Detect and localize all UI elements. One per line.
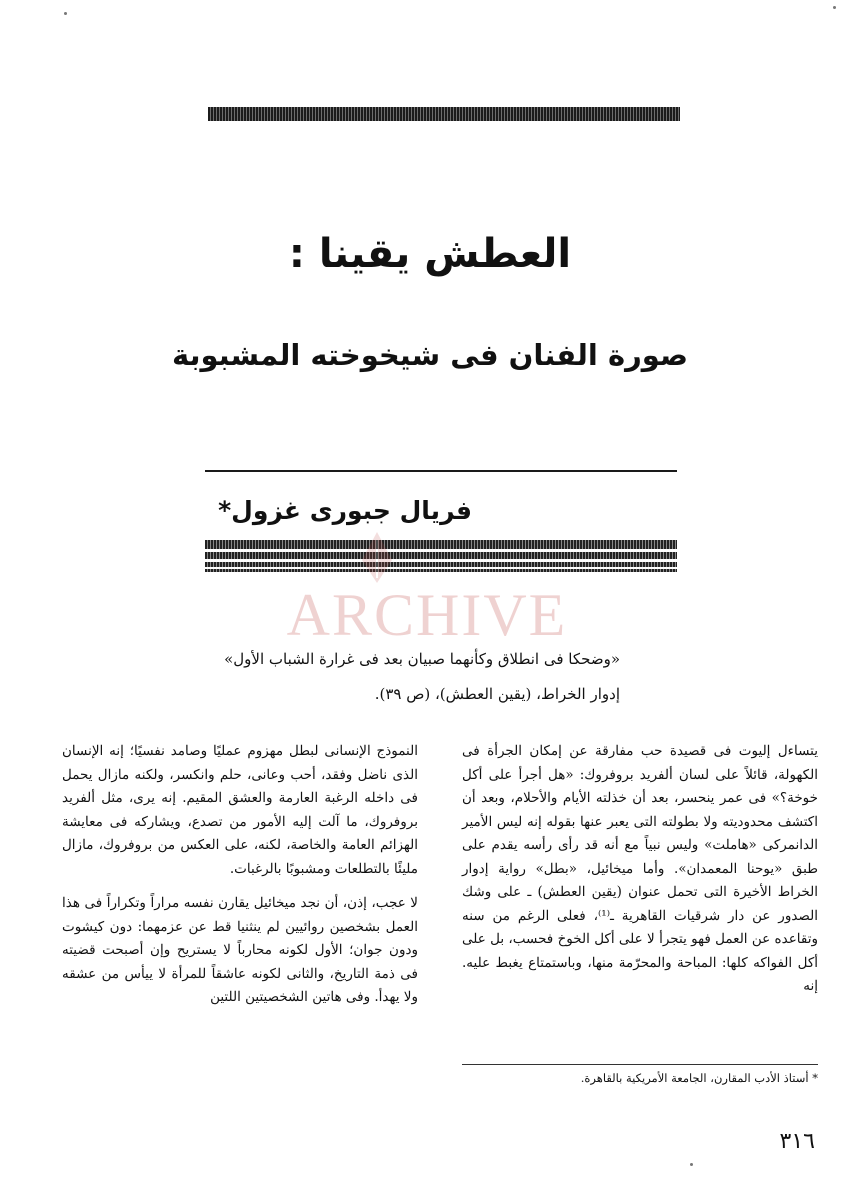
left-column [62, 740, 418, 1021]
article-subtitle: صورة الفنان فى شيخوخته المشبوبة [172, 338, 688, 372]
watermark-pen-icon [352, 530, 402, 585]
paragraph: لا عجب، إذن، أن نجد ميخائيل يقارن نفسه مراراً وتكراراً فى هذا العمل بشخصين روائيين لم ينثنيا قط عن عزمهما: دون كيشوت ودون جوان؛ الأول لكونه محارباً لا يستريح وإن أصبحت قضيته فى ذمة التاريخ، والثانى لكونه عاشقاً للمرأة لا ييأس من عشقه ولا يهدأ. وفى هاتين الشخصيتين اللتين [62, 895, 418, 1005]
footnote-divider [462, 1064, 818, 1065]
article-title: العطش يقينا : [288, 231, 572, 277]
epigraph-source: إدوار الخراط، (يقين العطش)، (ص ٣٩). [374, 685, 620, 703]
watermark-text: ARCHIVE [286, 582, 568, 648]
paragraph: النموذج الإنسانى لبطل مهزوم عمليًا وصامد نفسيًا؛ إنه الإنسان الذى ناضل وفقد، أحب وعانى، حلم وانكسر، ولكنه مازال يحمل فى داخله الرغبة العارمة والعشق المقيم. إنه يرى، مثل ألفريد بروفروك، ما آلت إليه الأمور من تصدع، ويشاركه فى معايشة الهزائم العامة والخاصة، لكنه، على العكس من بروفروك، مازال مليئًا بالتطلعات ومشبوبًا بالرغبات. [62, 743, 418, 877]
epigraph-quote: «وضحكا فى انطلاق وكأنهما صبيان بعد فى غرارة الشباب الأول» [224, 650, 620, 668]
archive-watermark [272, 582, 582, 648]
scan-speck [64, 12, 67, 15]
author-decorative-bars [205, 540, 677, 572]
author-name: فريال جبورى غزول* [218, 496, 472, 525]
top-decorative-bar [208, 107, 680, 121]
paragraph: يتساءل إليوت فى قصيدة حب مفارقة عن إمكان الجرأة فى الكهولة، قائلاً على لسان ألفريد بروفروك: «هل أجرأ على أكل خوخة؟» فى عمر ينحسر، بعد أن خذلته الأيام والأحلام، وبعد أن اكتشف محدوديته ولا بطولته التى يعبر عنها بقوله إنه ليس الأمير الدانمركى «هاملت» وليس نبياً مع أنه قد رأى رأسه يقدم على طبق «يوحنا المعمدان». وأما ميخائيل، «بطل» رواية إدوار الخراط الأخيرة التى تحمل عنوان (يقين العطش) ـ على وشك الصدور عن دار شرقيات القاهرية ـ⁽¹⁾، فعلى الرغم من سنه وتقاعده عن العمل فهو يتجرأ لا على أكل الخوخ فحسب، بل على أكل الفواكه كلها: المباحة والمحرّمة منها، وباستمتاع يغبط عليه. إنه [462, 743, 819, 994]
footnote: * أستاذ الأدب المقارن، الجامعة الأمريكية بالقاهرة. [580, 1071, 818, 1085]
scan-speck [690, 1163, 693, 1166]
page-number: ٣١٦ [779, 1129, 815, 1154]
right-column [462, 740, 818, 1010]
scan-speck [833, 6, 836, 9]
title-divider-line [205, 470, 677, 472]
